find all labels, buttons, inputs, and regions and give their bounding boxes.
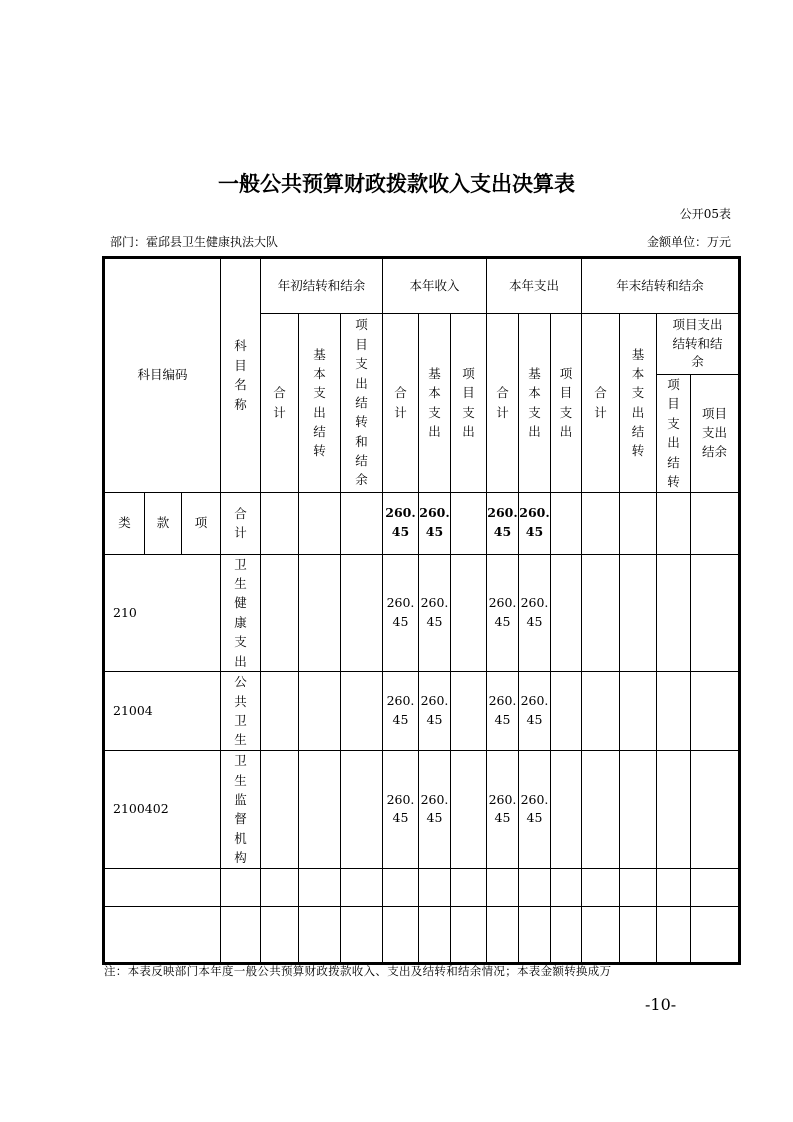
cell: [451, 672, 487, 751]
cell: [341, 554, 383, 672]
row-name: 卫生监督机构: [221, 751, 261, 869]
department-label: 部门：霍邱县卫生健康执法大队: [110, 235, 279, 249]
cell: [691, 672, 739, 751]
total-income-basic: 260.45: [419, 492, 451, 554]
sum-label: 合计: [221, 492, 261, 554]
cell: [582, 672, 620, 751]
unit-label: 金额单位：万元: [646, 235, 731, 249]
opening-total-header: 合计: [261, 314, 299, 493]
cell: [299, 492, 341, 554]
row-expense-total: 260.45: [487, 554, 519, 672]
cell: [261, 492, 299, 554]
cell: [451, 492, 487, 554]
cell: [620, 492, 657, 554]
cell: [551, 554, 582, 672]
cell: [451, 554, 487, 672]
cell: [299, 554, 341, 672]
table-code: 公开05表: [679, 207, 731, 221]
closing-project-group-header: 项目支出结转和结余: [657, 314, 739, 375]
expense-total-header: 合计: [487, 314, 519, 493]
total-expense-total: 260.45: [487, 492, 519, 554]
closing-basic-header: 基本支出结转: [620, 314, 657, 493]
closing-project-balance-header: 项目支出结余: [691, 375, 739, 493]
cell: [261, 751, 299, 869]
subject-code-header: 科目编码: [105, 259, 221, 493]
empty-row: [105, 906, 739, 962]
closing-project-carry-header: 项目支出结转: [657, 375, 691, 493]
cell: [261, 672, 299, 751]
totals-row: [105, 492, 739, 554]
footnote: 注：本表反映部门本年度一般公共预算财政拨款收入、支出及结转和结余情况；本表金额转换成万: [104, 964, 612, 978]
row-income-total: 260.45: [383, 554, 419, 672]
cell: [620, 672, 657, 751]
opening-basic-header: 基本支出结转: [299, 314, 341, 493]
expense-project-header: 项目支出: [551, 314, 582, 493]
cell: [691, 492, 739, 554]
income-basic-header: 基本支出: [419, 314, 451, 493]
expense-header: 本年支出: [487, 259, 582, 314]
cell: [620, 554, 657, 672]
row-code: 210: [105, 554, 221, 672]
cell: [551, 492, 582, 554]
page-number: -10-: [645, 995, 677, 1014]
cell: [620, 751, 657, 869]
row-income-total: 260.45: [383, 751, 419, 869]
row-income-basic: 260.45: [419, 751, 451, 869]
cell: [691, 751, 739, 869]
budget-table: [104, 258, 739, 963]
cat-header: 类: [105, 492, 145, 554]
cell: [299, 751, 341, 869]
row-name: 卫生健康支出: [221, 554, 261, 672]
cell: [299, 672, 341, 751]
income-header: 本年收入: [383, 259, 487, 314]
cell: [341, 672, 383, 751]
cell: [261, 554, 299, 672]
cell: [657, 751, 691, 869]
row-expense-basic: 260.45: [519, 751, 551, 869]
income-total-header: 合计: [383, 314, 419, 493]
item-header: 项: [182, 492, 221, 554]
table-row: [105, 672, 739, 751]
section-header: 款: [145, 492, 182, 554]
cell: [451, 751, 487, 869]
opening-header: 年初结转和结余: [261, 259, 383, 314]
row-expense-total: 260.45: [487, 751, 519, 869]
empty-row: [105, 868, 739, 906]
row-expense-total: 260.45: [487, 672, 519, 751]
opening-project-header: 项目支出结转和结余: [341, 314, 383, 493]
cell: [691, 554, 739, 672]
cell: [341, 751, 383, 869]
cell: [657, 672, 691, 751]
cell: [582, 492, 620, 554]
page-title: 一般公共预算财政拨款收入支出决算表: [218, 172, 575, 196]
total-income-total: 260.45: [383, 492, 419, 554]
row-expense-basic: 260.45: [519, 554, 551, 672]
subject-name-header: 科目名称: [221, 259, 261, 493]
cell: [551, 672, 582, 751]
cell: [657, 492, 691, 554]
row-income-basic: 260.45: [419, 672, 451, 751]
table-row: [105, 554, 739, 672]
cell: [657, 554, 691, 672]
total-expense-basic: 260.45: [519, 492, 551, 554]
row-name: 公共卫生: [221, 672, 261, 751]
row-expense-basic: 260.45: [519, 672, 551, 751]
expense-basic-header: 基本支出: [519, 314, 551, 493]
row-income-total: 260.45: [383, 672, 419, 751]
row-code: 21004: [105, 672, 221, 751]
header-row-1: [105, 259, 739, 314]
cell: [551, 751, 582, 869]
cell: [582, 554, 620, 672]
table-row: [105, 751, 739, 869]
income-project-header: 项目支出: [451, 314, 487, 493]
cell: [582, 751, 620, 869]
closing-header: 年末结转和结余: [582, 259, 739, 314]
cell: [341, 492, 383, 554]
closing-total-header: 合计: [582, 314, 620, 493]
row-code: 2100402: [105, 751, 221, 869]
row-income-basic: 260.45: [419, 554, 451, 672]
